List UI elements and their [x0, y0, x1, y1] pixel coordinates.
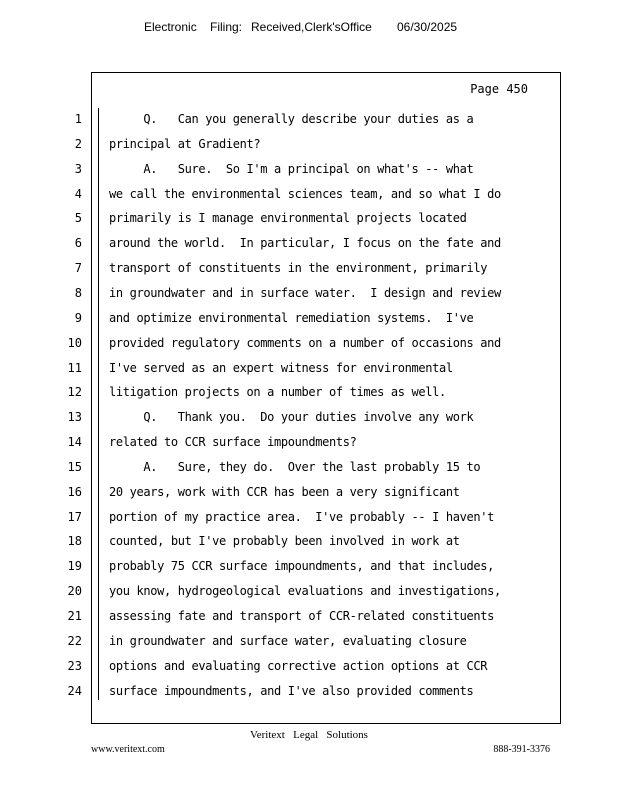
line-text: litigation projects on a number of times as well.	[109, 385, 446, 400]
transcript-line	[0, 184, 618, 204]
filing-header	[0, 20, 618, 38]
transcript-line	[0, 681, 618, 701]
line-text: you know, hydrogeological evaluations and investigations,	[109, 584, 501, 599]
line-number: 18	[67, 534, 82, 549]
transcript-line	[0, 283, 618, 303]
line-number: 3	[74, 161, 82, 176]
footer-website: www.veritext.com	[91, 744, 165, 755]
line-number: 15	[67, 459, 82, 474]
line-number: 12	[67, 385, 82, 400]
transcript-line	[0, 606, 618, 626]
line-number: 10	[67, 335, 82, 350]
transcript-line	[0, 407, 618, 427]
line-number: 17	[67, 509, 82, 524]
line-text: in groundwater and in surface water. I design and review	[109, 285, 501, 300]
line-number: 13	[67, 410, 82, 425]
transcript-line	[0, 159, 618, 179]
line-text: Q. Can you generally describe your duties as a	[109, 112, 474, 126]
line-text: portion of my practice area. I've probably -- I haven't	[109, 509, 494, 524]
line-text: related to CCR surface impoundments?	[109, 435, 357, 450]
line-text: probably 75 CCR surface impoundments, and that includes,	[109, 559, 494, 574]
header-filing: Filing:	[210, 20, 243, 34]
line-number: 21	[67, 609, 82, 623]
line-number: 2	[74, 136, 82, 151]
transcript-line	[0, 233, 618, 253]
line-text: A. Sure, they do. Over the last probably 15 to	[109, 459, 481, 474]
transcript-line	[0, 457, 618, 477]
line-text: options and evaluating corrective action options at CCR	[109, 658, 488, 673]
line-number: 24	[67, 683, 82, 698]
line-number: 19	[67, 559, 82, 574]
transcript-line	[0, 134, 618, 154]
page-number: Page 450	[470, 82, 528, 96]
line-number: 9	[74, 310, 82, 325]
line-text: A. Sure. So I'm a principal on what's -- what	[109, 161, 474, 176]
transcript-line	[0, 507, 618, 527]
line-number: 8	[74, 285, 82, 300]
line-text: 20 years, work with CCR has been a very significant	[109, 484, 460, 499]
transcript-line	[0, 109, 618, 129]
line-number: 6	[74, 236, 82, 251]
header-received: Received,Clerk'sOffice	[251, 20, 372, 34]
transcript-line	[0, 358, 618, 378]
line-number: 7	[74, 261, 82, 276]
footer-company: Veritext Legal Solutions	[250, 729, 368, 741]
line-number: 20	[67, 584, 82, 599]
line-text: provided regulatory comments on a number of occasions and	[109, 335, 501, 350]
line-text: counted, but I've probably been involved in work at	[109, 534, 460, 549]
transcript-line	[0, 208, 618, 228]
line-text: I've served as an expert witness for environmental	[109, 360, 453, 375]
transcript-line	[0, 432, 618, 452]
header-electronic: Electronic	[144, 20, 197, 34]
line-text: primarily is I manage environmental projects located	[109, 211, 467, 226]
line-number: 16	[67, 484, 82, 499]
line-text: transport of constituents in the environment, primarily	[109, 261, 488, 276]
transcript-line	[0, 581, 618, 601]
transcript-line	[0, 531, 618, 551]
line-number: 22	[67, 633, 82, 648]
line-number: 1	[74, 112, 82, 126]
line-number: 14	[67, 435, 82, 450]
line-text: and optimize environmental remediation systems. I've	[109, 310, 474, 325]
line-number: 23	[67, 658, 82, 673]
transcript-line	[0, 656, 618, 676]
line-text: surface impoundments, and I've also provided comments	[109, 683, 474, 698]
transcript-line	[0, 333, 618, 353]
line-text: in groundwater and surface water, evaluating closure	[109, 633, 467, 648]
line-number: 11	[67, 360, 82, 375]
line-text: assessing fate and transport of CCR-related constituents	[109, 609, 494, 623]
header-date: 06/30/2025	[397, 20, 458, 34]
line-number: 4	[74, 186, 82, 201]
transcript-line	[0, 556, 618, 576]
line-text: principal at Gradient?	[109, 136, 261, 151]
line-text: Q. Thank you. Do your duties involve any work	[109, 410, 474, 425]
line-text: around the world. In particular, I focus on the fate and	[109, 236, 501, 251]
transcript-line	[0, 382, 618, 402]
line-number: 5	[74, 211, 82, 226]
line-text: we call the environmental sciences team, and so what I do	[109, 186, 501, 201]
transcript-line	[0, 482, 618, 502]
transcript-line	[0, 308, 618, 328]
transcript-line	[0, 258, 618, 278]
footer-phone: 888-391-3376	[493, 744, 550, 755]
transcript-line	[0, 631, 618, 651]
